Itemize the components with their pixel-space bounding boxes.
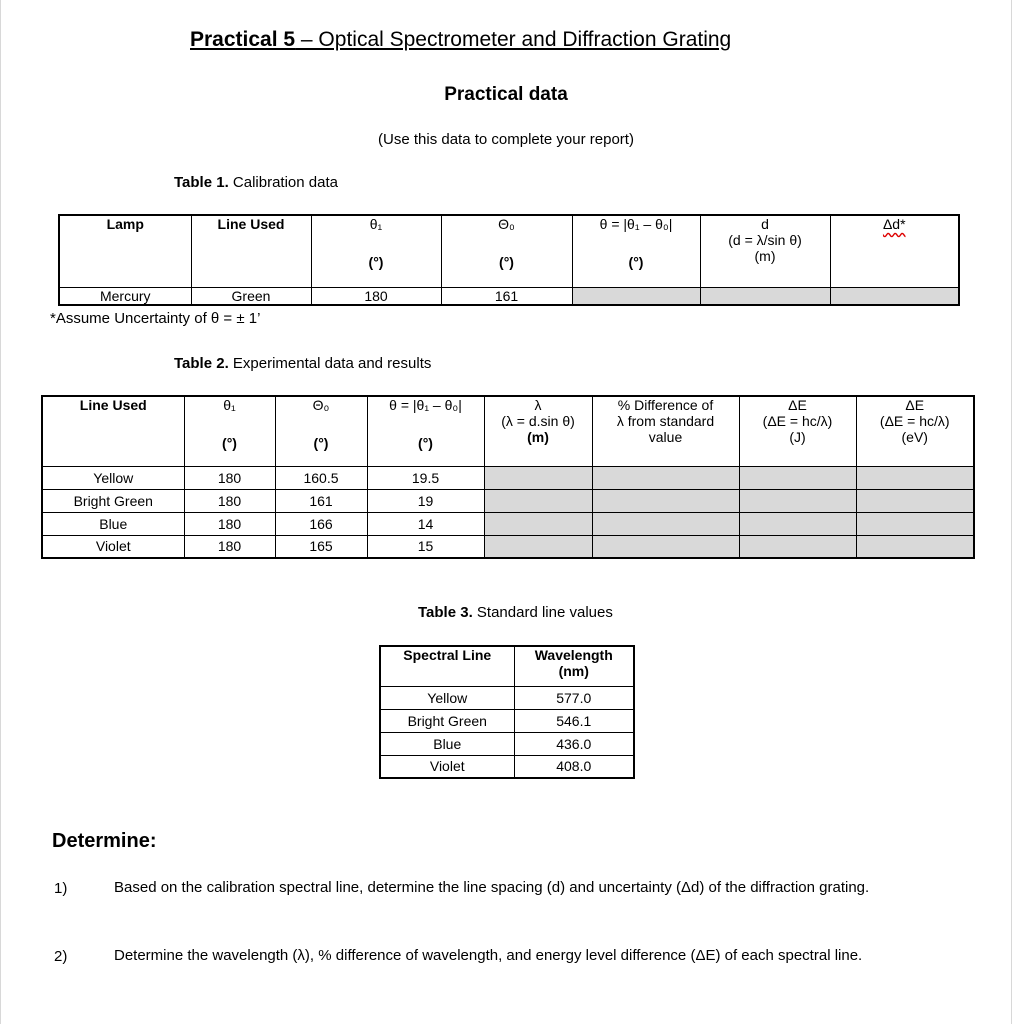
experimental-table: [41, 395, 975, 559]
cell-empty: [592, 466, 739, 489]
standard-values-table: [379, 645, 635, 779]
page-edge-left: [0, 0, 1, 1024]
cell-lamp: Mercury: [59, 287, 191, 305]
cell-wavelength: 436.0: [514, 732, 634, 755]
header-d: d (d = λ/sin θ) (m): [700, 215, 830, 287]
cell-empty: [856, 535, 974, 558]
cell-empty: [572, 287, 700, 305]
calibration-table: [58, 214, 960, 306]
header-theta: θ = |θ₁ – θ₀| (°): [367, 396, 484, 466]
header-delta-e-joules: ΔE (ΔE = hc/λ) (J): [739, 396, 856, 466]
cell-empty: [700, 287, 830, 305]
header-line-used: Line Used: [42, 396, 184, 466]
header-theta0: Θ₀ (°): [275, 396, 367, 466]
cell-wavelength: 408.0: [514, 755, 634, 778]
cell-empty: [739, 512, 856, 535]
cell-theta: 19.5: [367, 466, 484, 489]
cell-empty: [856, 466, 974, 489]
table-row: [380, 755, 634, 778]
cell-empty: [739, 489, 856, 512]
header-spectral-line: Spectral Line: [380, 646, 514, 686]
cell-theta0: 166: [275, 512, 367, 535]
cell-empty: [484, 512, 592, 535]
question-2-text: Determine the wavelength (λ), % difference of wavelength, and energy level difference (ΔE) of each spectral line.: [114, 947, 863, 964]
instruction-note: (Use this data to complete your report): [378, 131, 634, 148]
cell-theta1: 180: [184, 489, 275, 512]
cell-line: Violet: [42, 535, 184, 558]
cell-line: Yellow: [42, 466, 184, 489]
header-theta0: Θ₀ (°): [441, 215, 572, 287]
cell-line: Blue: [380, 732, 514, 755]
header-percent-diff: % Difference of λ from standard value: [592, 396, 739, 466]
cell-theta0: 160.5: [275, 466, 367, 489]
cell-theta1: 180: [184, 512, 275, 535]
question-1-number: 1): [54, 880, 68, 897]
page-title: Practical 5 – Optical Spectrometer and Diffraction Grating: [190, 28, 732, 51]
cell-empty: [484, 535, 592, 558]
table1-caption: Table 1. Calibration data: [174, 174, 338, 191]
table-row: [42, 535, 974, 558]
cell-theta: 14: [367, 512, 484, 535]
table-row: [42, 489, 974, 512]
header-theta1: θ₁ (°): [311, 215, 441, 287]
header-lambda: λ (λ = d.sin θ) (m): [484, 396, 592, 466]
header-lamp: Lamp: [59, 215, 191, 287]
cell-line: Violet: [380, 755, 514, 778]
table-row: [59, 287, 959, 305]
question-1-text: Based on the calibration spectral line, determine the line spacing (d) and uncertainty (Δd) of the diffraction grating.: [114, 879, 870, 896]
cell-theta: 15: [367, 535, 484, 558]
cell-empty: [592, 489, 739, 512]
cell-wavelength: 577.0: [514, 686, 634, 709]
cell-line: Blue: [42, 512, 184, 535]
cell-empty: [830, 287, 959, 305]
uncertainty-note: *Assume Uncertainty of θ = ± 1’: [50, 310, 261, 327]
table-row: [42, 512, 974, 535]
cell-empty: [739, 466, 856, 489]
cell-theta1: 180: [311, 287, 441, 305]
cell-theta0: 161: [275, 489, 367, 512]
header-delta-d: Δd*: [830, 215, 959, 287]
cell-empty: [484, 466, 592, 489]
cell-line: Yellow: [380, 686, 514, 709]
cell-theta0: 165: [275, 535, 367, 558]
header-line-used: Line Used: [191, 215, 311, 287]
cell-empty: [856, 512, 974, 535]
section-subtitle: Practical data: [444, 84, 568, 105]
table-row: [380, 709, 634, 732]
cell-empty: [484, 489, 592, 512]
cell-theta1: 180: [184, 466, 275, 489]
cell-theta: 19: [367, 489, 484, 512]
table-row: [380, 732, 634, 755]
table-row: [42, 466, 974, 489]
cell-line: Bright Green: [380, 709, 514, 732]
cell-empty: [592, 535, 739, 558]
table-row: [380, 686, 634, 709]
cell-theta1: 180: [184, 535, 275, 558]
header-theta1: θ₁ (°): [184, 396, 275, 466]
question-2-number: 2): [54, 948, 68, 965]
cell-line: Green: [191, 287, 311, 305]
table2-caption: Table 2. Experimental data and results: [174, 355, 432, 372]
cell-empty: [592, 512, 739, 535]
cell-empty: [739, 535, 856, 558]
determine-heading: Determine:: [52, 830, 157, 852]
cell-empty: [856, 489, 974, 512]
cell-wavelength: 546.1: [514, 709, 634, 732]
table3-caption: Table 3. Standard line values: [418, 604, 613, 621]
cell-line: Bright Green: [42, 489, 184, 512]
header-wavelength: Wavelength (nm): [514, 646, 634, 686]
header-delta-e-ev: ΔE (ΔE = hc/λ) (eV): [856, 396, 974, 466]
header-theta: θ = |θ₁ – θ₀| (°): [572, 215, 700, 287]
cell-theta0: 161: [441, 287, 572, 305]
